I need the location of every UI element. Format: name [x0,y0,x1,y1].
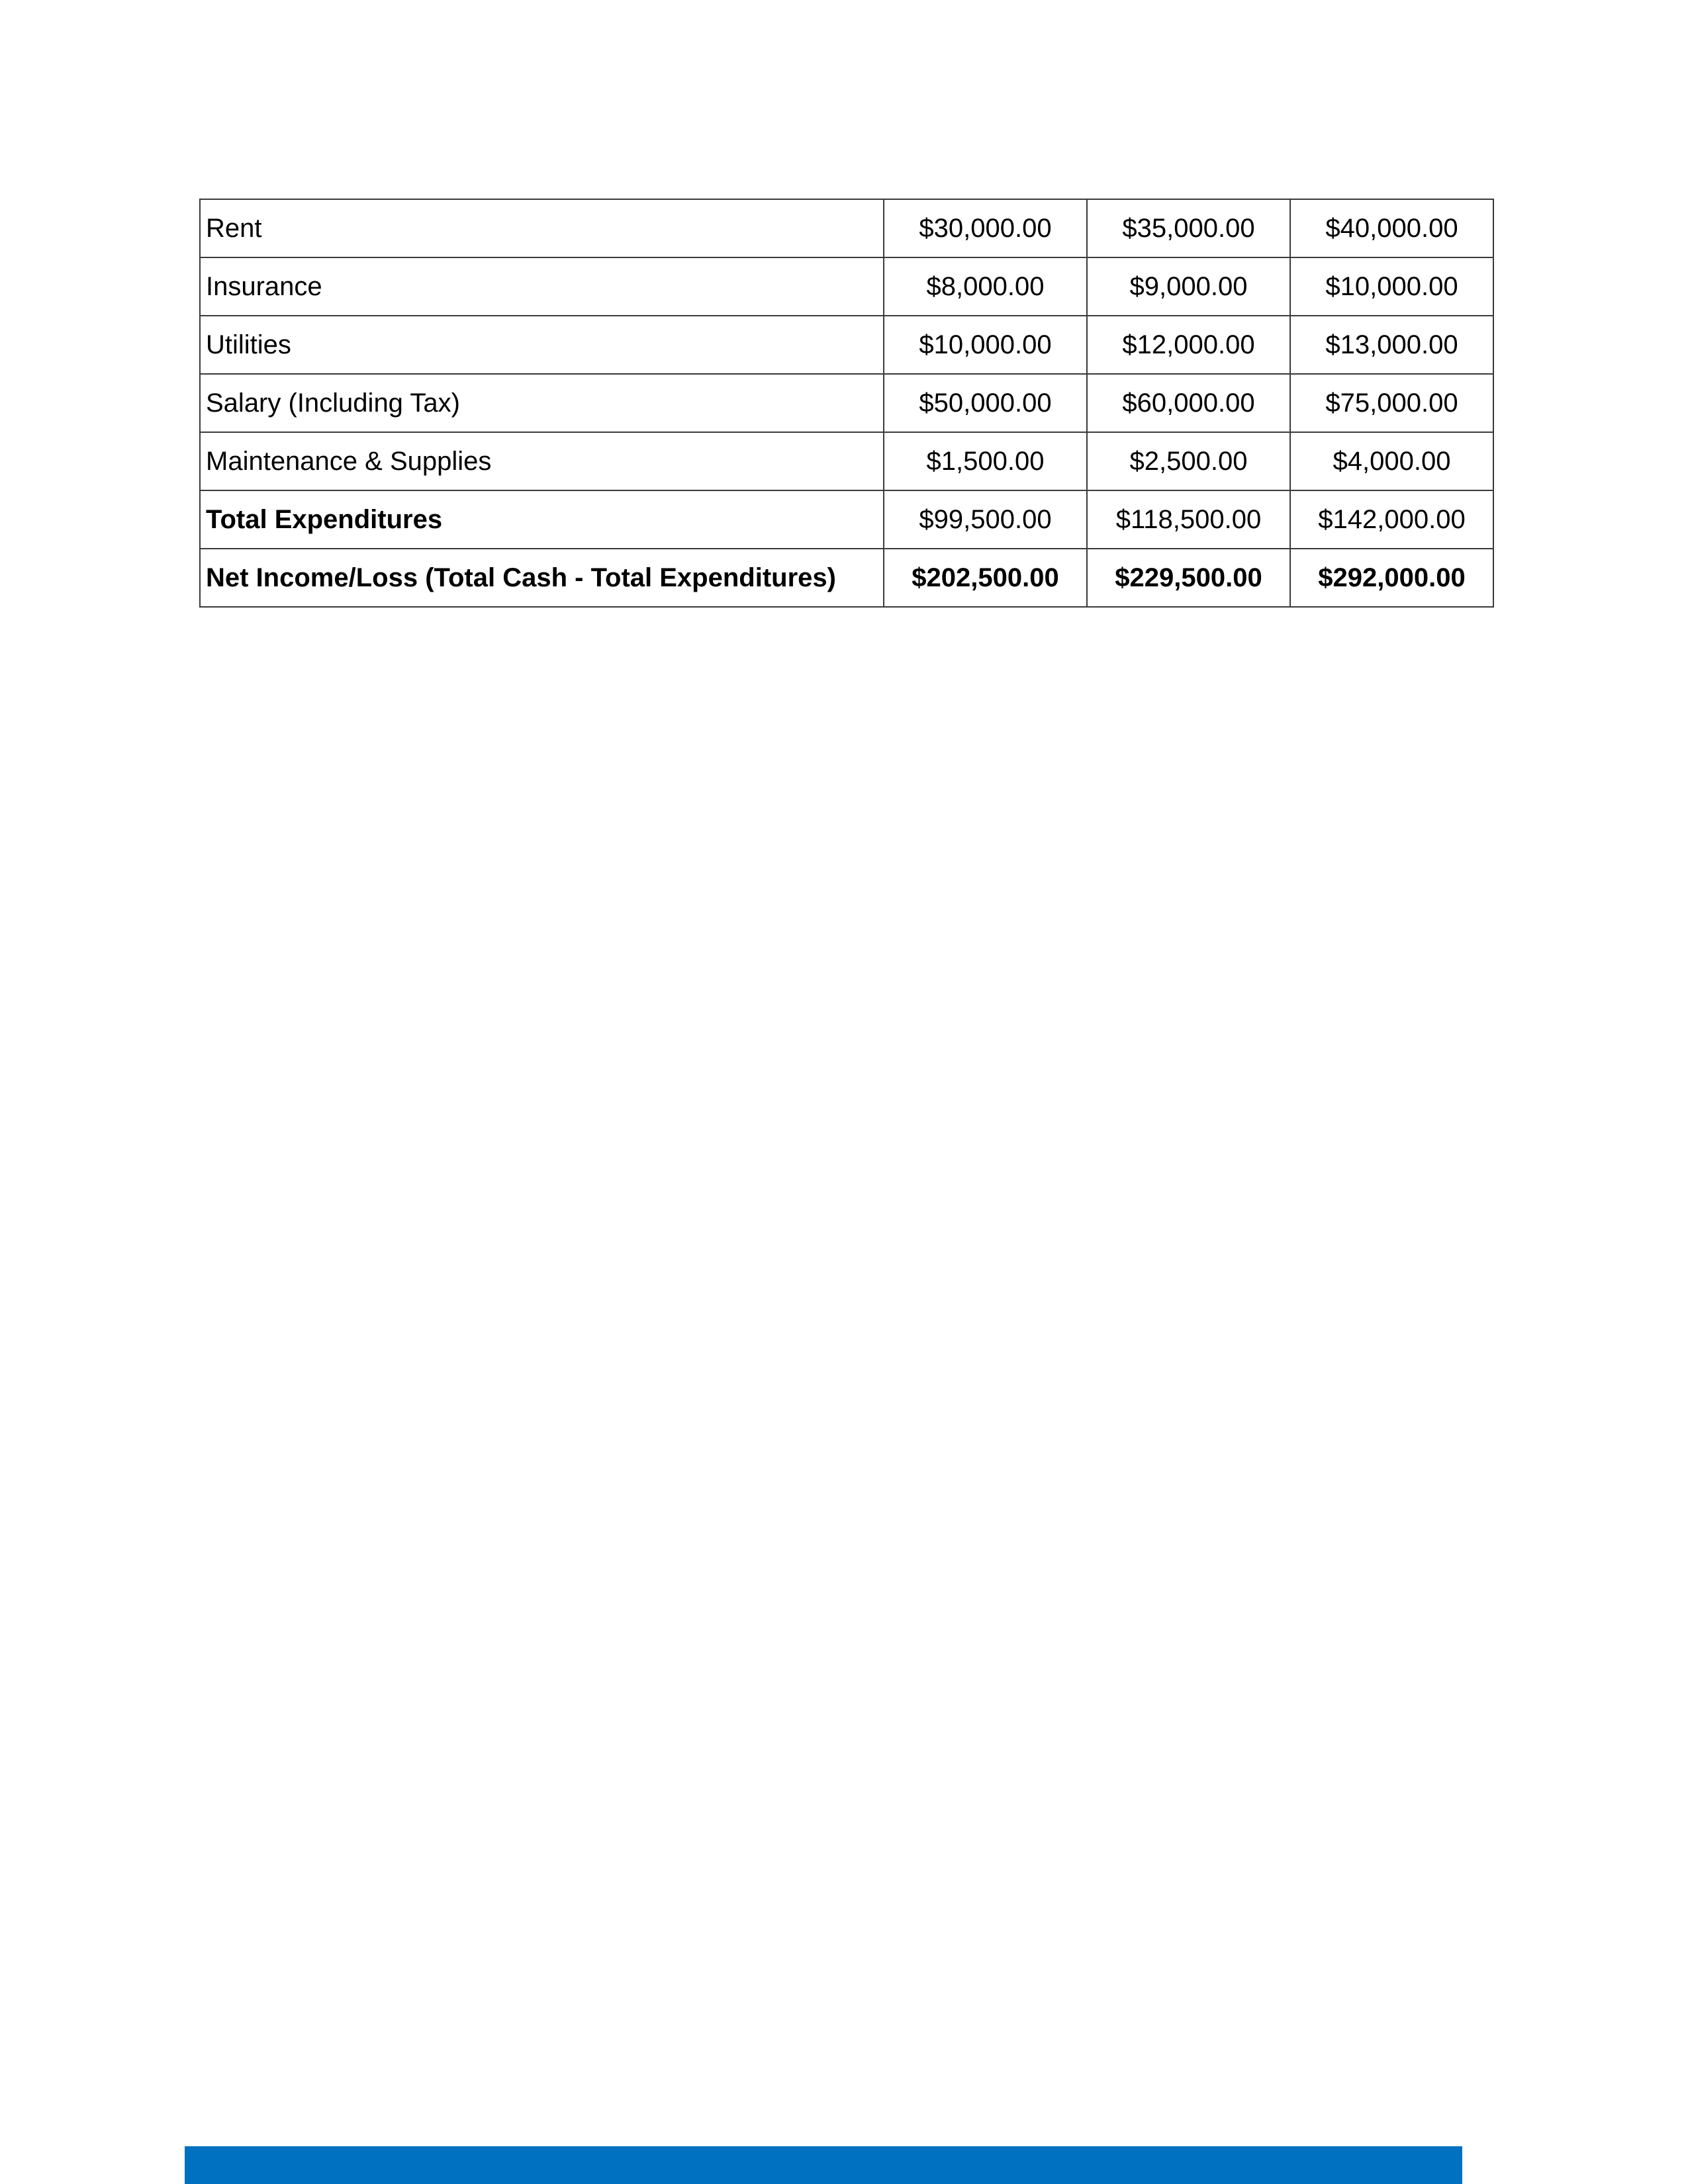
row-label: Maintenance & Supplies [200,432,884,490]
row-value-1: $10,000.00 [884,316,1087,374]
row-value-2: $60,000.00 [1087,374,1290,432]
row-value-2: $118,500.00 [1087,490,1290,549]
row-value-1: $1,500.00 [884,432,1087,490]
row-value-3: $292,000.00 [1290,549,1493,607]
table-row-maintenance [200,432,1493,490]
row-label: Utilities [200,316,884,374]
row-label: Rent [200,199,884,257]
row-label: Salary (Including Tax) [200,374,884,432]
row-value-1: $50,000.00 [884,374,1087,432]
expenditures-table [199,199,1494,608]
row-value-1: $8,000.00 [884,257,1087,316]
row-label: Total Expenditures [200,490,884,549]
row-value-3: $75,000.00 [1290,374,1493,432]
table-row-salary [200,374,1493,432]
row-value-3: $13,000.00 [1290,316,1493,374]
row-label: Insurance [200,257,884,316]
table-row-insurance [200,257,1493,316]
row-value-2: $2,500.00 [1087,432,1290,490]
row-value-3: $142,000.00 [1290,490,1493,549]
row-label: Net Income/Loss (Total Cash - Total Expenditures) [200,549,884,607]
table-row-utilities [200,316,1493,374]
row-value-1: $30,000.00 [884,199,1087,257]
table-row-net-income [200,549,1493,607]
row-value-3: $4,000.00 [1290,432,1493,490]
row-value-3: $40,000.00 [1290,199,1493,257]
row-value-2: $35,000.00 [1087,199,1290,257]
row-value-2: $9,000.00 [1087,257,1290,316]
row-value-1: $99,500.00 [884,490,1087,549]
table-row-total-expenditures [200,490,1493,549]
row-value-2: $12,000.00 [1087,316,1290,374]
row-value-3: $10,000.00 [1290,257,1493,316]
table-row-rent [200,199,1493,257]
footer-bar [185,2146,1462,2184]
row-value-2: $229,500.00 [1087,549,1290,607]
row-value-1: $202,500.00 [884,549,1087,607]
